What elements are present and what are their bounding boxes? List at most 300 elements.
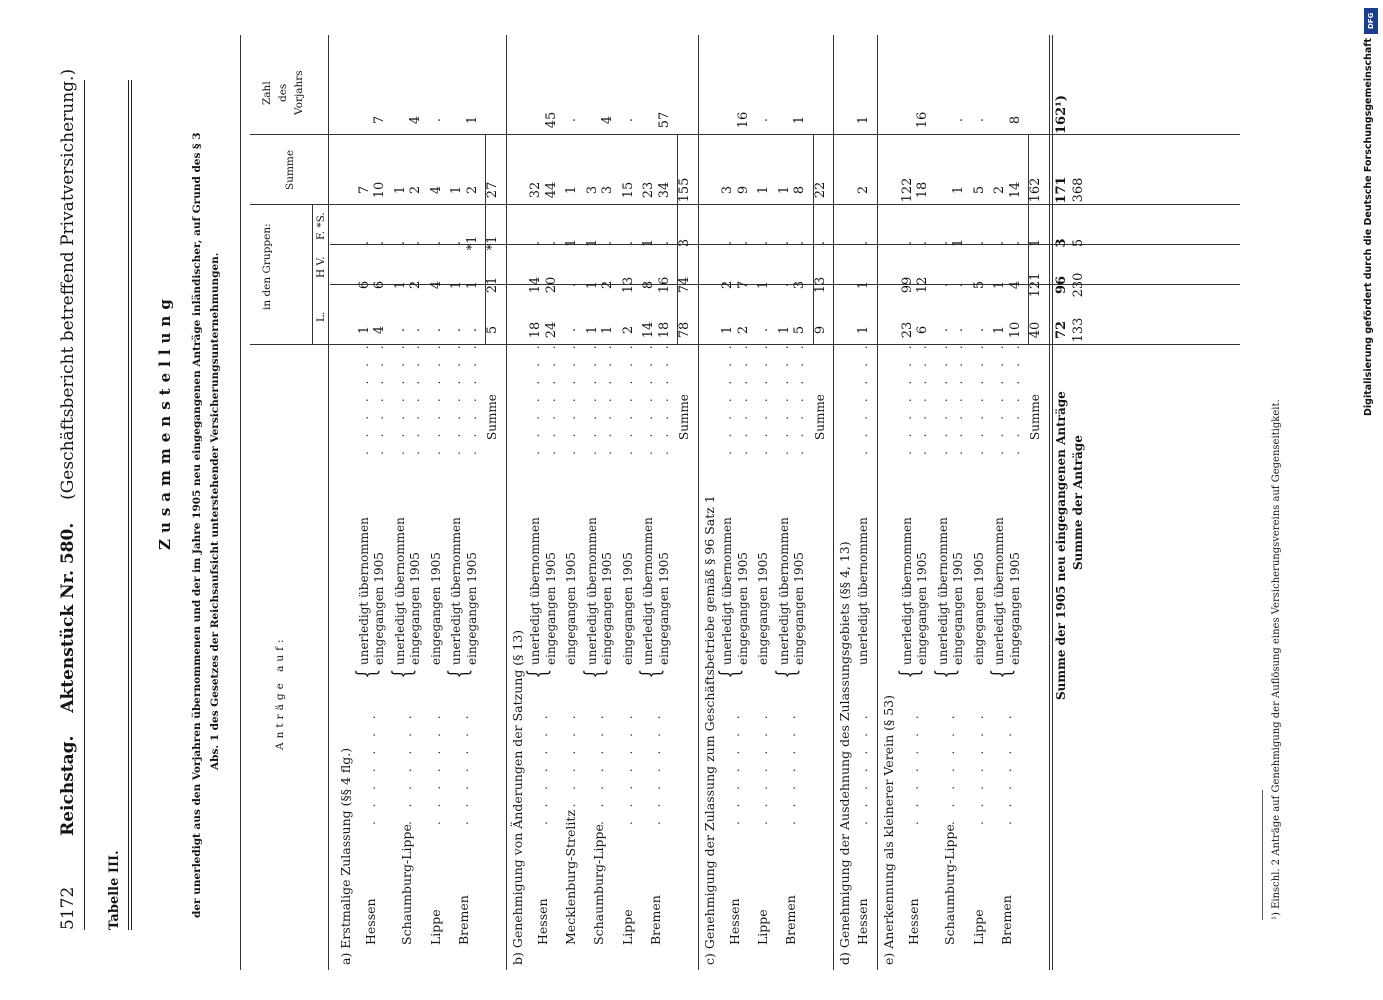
row-description: eingegangen 1905 (735, 552, 750, 665)
summe-label: Summe (677, 394, 691, 440)
state-name: Hessen (854, 898, 870, 945)
cell-value: 1 (584, 325, 600, 335)
cell-value: . (600, 240, 615, 246)
cell-value: 1 (855, 280, 871, 290)
state-name: Hessen (534, 898, 550, 945)
row-description: eingegangen 1905 (971, 552, 986, 665)
row-description: eingegangen 1905 (564, 552, 578, 665)
cell-value: 9 (735, 185, 751, 195)
state-name: Lippe (619, 909, 635, 945)
cell-value: 3 (600, 185, 615, 195)
cell-value: 1 (951, 238, 966, 248)
cell-value: 6 (356, 280, 372, 290)
leader-dots: . . . . . . . (999, 710, 1014, 825)
col-header-HV: H V. (315, 256, 327, 278)
dfg-sidebar (1363, 8, 1379, 998)
row-description: eingegangen 1905 (756, 552, 770, 665)
totals-value: 230 (1071, 272, 1086, 298)
cell-value: 1 (720, 325, 735, 335)
cell-value: . (951, 327, 966, 333)
cell-value: . (735, 240, 751, 246)
cell-value: 34 (656, 181, 672, 199)
cell-value: 8 (1007, 115, 1023, 125)
table-label: Tabelle III. (107, 850, 122, 930)
cell-value: 16 (656, 276, 672, 294)
row-brace: { (351, 668, 382, 679)
cell-value: . (935, 240, 951, 246)
row-brace: { (579, 668, 610, 679)
cell-value: 1 (464, 280, 480, 290)
leader-dots: . . . . . . . (428, 340, 443, 455)
summe-label: Summe (1028, 394, 1042, 440)
cell-value: . (776, 282, 792, 288)
cell-value: . (428, 117, 444, 123)
cell-value: . (792, 240, 807, 246)
col-header-summe: Summe (284, 149, 296, 190)
totals-value: 133 (1071, 317, 1086, 343)
cell-value: 13 (620, 276, 636, 294)
row-description: eingegangen 1905 (656, 552, 671, 665)
cell-value: 18 (915, 181, 930, 199)
section-heading: e) Anerkennung als kleinerer Verein (§ 53) (881, 695, 896, 965)
cell-value: 122 (899, 177, 915, 203)
row-brace: { (930, 668, 961, 679)
row-description: eingegangen 1905 (428, 552, 443, 665)
cell-value: . (1007, 240, 1023, 246)
col-header-vorjahr-3: Vorjahrs (293, 70, 305, 115)
row-brace: { (444, 668, 474, 679)
leader-dots: . . . . . . . (648, 710, 663, 825)
summe-label: Summe (485, 394, 499, 440)
cell-value: 23 (641, 181, 656, 199)
running-header (60, 69, 77, 930)
leader-dots: . . . . . . . (456, 710, 471, 825)
totals-value: 96 (1053, 275, 1069, 295)
leader-dots: . . . . . . . (971, 340, 986, 455)
summe-value: 13 (812, 276, 828, 294)
state-name: Schaumburg-Lippe (942, 824, 958, 945)
cell-value: 1 (641, 238, 656, 248)
row-description: unerledigt übernommen (855, 517, 870, 665)
cell-value: . (564, 282, 579, 288)
cell-value: 3 (792, 280, 807, 290)
dfg-logo: DFG (1364, 8, 1378, 34)
cell-value: . (392, 327, 408, 333)
leader-dots: . . . . . . . (392, 340, 407, 455)
top-rule (128, 80, 129, 930)
leader-dots: . . . . . . . (364, 710, 379, 825)
cell-value: . (656, 240, 672, 246)
cell-value: . (935, 282, 951, 288)
row-description: eingegangen 1905 (408, 552, 422, 665)
cell-value: 57 (656, 111, 672, 129)
summe-value: 78 (677, 321, 692, 339)
leader-dots: . . . . . . . (943, 710, 958, 825)
cell-value: . (620, 240, 636, 246)
cell-value: . (564, 117, 579, 123)
leader-dots: . . . . . . . (543, 340, 558, 455)
cell-value: . (971, 240, 987, 246)
totals-value: 3 (1053, 238, 1069, 248)
cell-value: 6 (372, 280, 387, 290)
cell-value: 2 (408, 185, 423, 195)
totals-value: 5 (1071, 238, 1086, 248)
cell-value: 6 (915, 325, 930, 335)
row-description: unerledigt übernommen (584, 517, 599, 665)
summe-value: . (812, 240, 828, 246)
row-description: unerledigt übernommen (449, 517, 463, 665)
cell-value: 7 (372, 115, 387, 125)
cell-value: 5 (792, 325, 807, 335)
totals-value: 171 (1053, 176, 1069, 204)
summe-value: 27 (485, 181, 500, 199)
cell-value: 18 (528, 321, 543, 339)
cell-value: . (564, 327, 579, 333)
row-description: eingegangen 1905 (915, 552, 929, 665)
cell-value: 16 (735, 111, 751, 129)
cell-value: 7 (356, 185, 372, 195)
top-rule-2 (131, 80, 132, 930)
leader-dots: . . . . . . . (564, 710, 578, 825)
leader-dots: . . . . . . . (620, 710, 635, 825)
cell-value: . (464, 327, 480, 333)
state-name: Schaumburg-Lippe (591, 824, 607, 945)
cell-value: 5 (971, 185, 987, 195)
cell-value: 2 (735, 325, 751, 335)
cell-value: 1 (584, 238, 600, 248)
cell-value: . (449, 240, 464, 246)
row-description: unerledigt übernommen (528, 517, 542, 665)
cell-value: 1 (776, 325, 792, 335)
cell-value: 4 (372, 325, 387, 335)
section-rule (1049, 35, 1050, 970)
cell-value: 1 (855, 325, 871, 335)
cell-value: 20 (543, 276, 559, 294)
totals-label: Summe der 1905 neu eingegangenen Anträge (1053, 391, 1068, 700)
intro-line-2: Abs. 1 des Gesetzes der Reichsaufsicht unterstehender Versicherungsunternehmungen. (209, 252, 221, 770)
cell-value: . (408, 327, 423, 333)
state-name: Bremen (455, 895, 471, 945)
header-left-title: Reichstag. (58, 735, 78, 836)
cell-value: 1 (792, 115, 807, 125)
cell-value: 12 (915, 276, 930, 294)
cell-value: . (855, 240, 871, 246)
cell-value: 3 (720, 185, 735, 195)
cell-value: . (971, 327, 987, 333)
footnote: ¹) Einschl. 2 Anträge auf Genehmigung der Auflösung eines Versicherungsvereins auf Gegenseitigkeit. (1271, 399, 1282, 920)
row-description: unerledigt übernommen (356, 517, 371, 665)
leader-dots: . . . . . . . (855, 710, 870, 825)
row-description: unerledigt übernommen (899, 517, 914, 665)
leader-dots: . . . . . . . (951, 340, 965, 455)
cell-value: . (951, 282, 966, 288)
cell-value: 10 (372, 181, 387, 199)
cell-value: 1 (776, 185, 792, 195)
cell-value: 14 (528, 276, 543, 294)
cell-value: 2 (464, 185, 480, 195)
leader-dots: . . . . . . . (907, 710, 922, 825)
leader-dots: . . . . . . . (756, 340, 770, 455)
cell-value: . (620, 117, 636, 123)
leader-dots: . . . . . . . (400, 710, 415, 825)
state-name: Bremen (647, 895, 663, 945)
cell-value: 1 (464, 115, 480, 125)
totals-value: 72 (1053, 320, 1069, 340)
cell-value: *1 (464, 235, 480, 251)
cell-value: 1 (584, 280, 600, 290)
summe-value: 1 (1028, 238, 1043, 248)
cell-value: . (720, 240, 735, 246)
cell-value: . (899, 240, 915, 246)
col-header-antraege: Anträge auf: (274, 635, 286, 750)
cell-value: 4 (600, 115, 615, 125)
cell-value: 1 (992, 325, 1007, 335)
leader-dots: . . . . . . . (408, 340, 422, 455)
cell-value: . (951, 117, 966, 123)
cell-value: 2 (600, 280, 615, 290)
leader-dots: . . . . . . . (528, 340, 542, 455)
col-header-vorjahr-2: des (277, 83, 289, 102)
totals-label: Summe der Anträge (1071, 435, 1085, 570)
row-description: eingegangen 1905 (372, 552, 386, 665)
row-description: eingegangen 1905 (543, 552, 558, 665)
col-sep-FS-S (250, 204, 1240, 205)
row-description: unerledigt übernommen (776, 517, 791, 665)
cell-value: . (356, 240, 372, 246)
leader-dots: . . . . . . . (600, 340, 614, 455)
cell-value: . (756, 117, 771, 123)
cell-value: 4 (428, 185, 444, 195)
state-name: Hessen (363, 898, 379, 945)
cell-value: . (392, 240, 408, 246)
cell-value: . (776, 240, 792, 246)
state-name: Mecklenburg-Strelitz (563, 809, 578, 945)
leader-dots: . . . . . . . (776, 340, 791, 455)
section-heading: a) Erstmalige Zulassung (§§ 4 flg.) (338, 747, 353, 965)
footnote-rule (1262, 790, 1263, 920)
cell-value: 2 (855, 185, 871, 195)
row-description: unerledigt übernommen (641, 517, 655, 665)
summe-value: 5 (485, 325, 500, 335)
leader-dots: . . . . . . . (1007, 340, 1022, 455)
header-doc-subject: (Geschäftsbericht betreffend Privatversicherung.) (58, 68, 78, 500)
row-brace: { (387, 668, 418, 679)
row-description: unerledigt übernommen (720, 517, 734, 665)
intro-line-1: der unerledigt aus den Vorjahren übernommenen und der im Jahre 1905 neu eingegangenen Anträge inländischer, auf Grund des § 3 (191, 132, 203, 918)
leader-dots: . . . . . . . (564, 340, 578, 455)
cell-value: 1 (756, 280, 771, 290)
cell-value: 4 (408, 115, 423, 125)
cell-value: . (935, 327, 951, 333)
row-description: eingegangen 1905 (464, 552, 479, 665)
cell-value: 5 (971, 280, 987, 290)
cell-value: 1 (449, 185, 464, 195)
row-brace: { (987, 668, 1017, 679)
cell-value: 1 (356, 325, 372, 335)
cell-value: 4 (428, 280, 444, 290)
leader-dots: . . . . . . . (356, 340, 371, 455)
leader-dots: . . . . . . . (971, 710, 986, 825)
cell-value: 1 (564, 238, 579, 248)
state-name: Lippe (970, 909, 986, 945)
table-top-rule (240, 35, 241, 970)
cell-value: . (428, 240, 444, 246)
cell-value: 2 (408, 280, 423, 290)
summe-value: 155 (677, 177, 692, 203)
summe-value: *1 (485, 235, 500, 251)
cell-value: . (449, 327, 464, 333)
col-sep-S-V (250, 134, 1240, 135)
summe-value: 74 (677, 276, 692, 294)
cell-value: 1 (992, 280, 1007, 290)
cell-value: 1 (756, 185, 771, 195)
col-header-gruppen: in den Gruppen: (261, 223, 273, 310)
document-title: Zusammenstellung (156, 293, 174, 550)
section-rule (506, 35, 507, 970)
leader-dots: . . . . . . . (792, 340, 806, 455)
row-brace: { (715, 668, 745, 679)
cell-value: 14 (641, 321, 656, 339)
leader-dots: . . . . . . . (656, 340, 671, 455)
row-description: unerledigt übernommen (992, 517, 1006, 665)
cell-value: 18 (656, 321, 672, 339)
row-brace: { (523, 668, 553, 679)
cell-value: . (915, 240, 930, 246)
leader-dots: . . . . . . . (784, 710, 799, 825)
state-name: Lippe (427, 909, 443, 945)
summe-value: 21 (485, 276, 500, 294)
summe-value: 3 (677, 238, 692, 248)
cell-value: . (971, 117, 987, 123)
leader-dots: . . . . . . . (620, 340, 635, 455)
leader-dots: . . . . . . . (720, 340, 734, 455)
leader-dots: . . . . . . . (641, 340, 655, 455)
leader-dots: . . . . . . . (449, 340, 463, 455)
cell-value: 45 (543, 111, 559, 129)
leader-dots: . . . . . . . (855, 340, 870, 455)
leader-dots: . . . . . . . (756, 710, 770, 825)
summe-value: 121 (1028, 272, 1043, 298)
header-doc-ref: Aktenstück Nr. 580. (58, 522, 78, 713)
summe-value: 22 (812, 181, 828, 199)
leader-dots: . . . . . . . (592, 710, 607, 825)
leader-dots: . . . . . . . (735, 340, 750, 455)
cell-value: 1 (449, 280, 464, 290)
cell-value: 44 (543, 181, 559, 199)
leader-dots: . . . . . . . (464, 340, 479, 455)
col-header-FS: F. *S. (315, 212, 327, 240)
cell-value: 4 (1007, 280, 1023, 290)
row-description: eingegangen 1905 (792, 552, 806, 665)
cell-value: 3 (584, 185, 600, 195)
row-description: eingegangen 1905 (1007, 552, 1022, 665)
leader-dots: . . . . . . . (935, 340, 950, 455)
header-bottom-rule (328, 35, 329, 970)
row-brace: { (636, 668, 666, 679)
cell-value: . (543, 240, 559, 246)
cell-value: . (992, 240, 1007, 246)
gruppen-under-rule (312, 205, 313, 345)
section-heading: d) Genehmigung der Ausdehnung des Zulassungsgebiets (§§ 4, 13) (837, 541, 852, 965)
cell-value: 14 (1007, 181, 1023, 199)
row-description: unerledigt übernommen (392, 517, 407, 665)
cell-value: 1 (564, 185, 579, 195)
section-rule (877, 35, 878, 970)
cell-value: . (408, 240, 423, 246)
cell-value: 2 (992, 185, 1007, 195)
state-name: Hessen (726, 898, 742, 945)
leader-dots: . . . . . . . (992, 340, 1006, 455)
cell-value: 1 (600, 325, 615, 335)
leader-dots: . . . . . . . (428, 710, 443, 825)
col-header-vorjahr-1: Zahl (261, 81, 273, 105)
row-description: eingegangen 1905 (600, 552, 614, 665)
state-name: Schaumburg-Lippe (399, 824, 415, 945)
section-heading: c) Genehmigung der Zulassung zum Geschäftsbetriebe gemäß § 96 Satz 1 (701, 495, 717, 965)
cell-value: . (372, 240, 387, 246)
row-description: eingegangen 1905 (620, 552, 635, 665)
section-rule (698, 35, 699, 970)
cell-value: . (428, 327, 444, 333)
header-rule (84, 80, 85, 930)
cell-value: 1 (392, 185, 408, 195)
cell-value: . (756, 327, 771, 333)
summe-value: 162 (1028, 177, 1043, 203)
cell-value: 8 (792, 185, 807, 195)
leader-dots: . . . . . . . (899, 340, 914, 455)
state-name: Hessen (906, 898, 922, 945)
cell-value: 15 (620, 181, 636, 199)
cell-value: 1 (392, 280, 408, 290)
row-brace: { (771, 668, 802, 679)
state-name: Bremen (783, 895, 799, 945)
cell-value: 2 (620, 325, 636, 335)
leader-dots: . . . . . . . (915, 340, 929, 455)
dfg-credit-text: Digitalisierung gefördert durch die Deutsche Forschungsgemeinschaft (1363, 38, 1374, 416)
cell-value: 2 (720, 280, 735, 290)
summe-label: Summe (812, 394, 827, 440)
totals-value: 368 (1071, 177, 1086, 203)
state-name: Bremen (998, 895, 1014, 945)
section-heading: b) Genehmigung von Änderungen der Satzung (§ 13) (509, 629, 525, 965)
row-description: unerledigt übernommen (935, 517, 950, 665)
section-rule (833, 35, 834, 970)
cell-value: 24 (543, 321, 559, 339)
row-brace: { (894, 668, 925, 679)
totals-value: 162¹) (1053, 95, 1069, 134)
leader-dots: . . . . . . . (372, 340, 386, 455)
cell-value: . (756, 240, 771, 246)
cell-value: 10 (1007, 321, 1023, 339)
cell-value: 32 (528, 181, 543, 199)
cell-value: 1 (951, 185, 966, 195)
cell-value: 16 (915, 111, 930, 129)
page-number: 5172 (58, 886, 78, 930)
row-description: eingegangen 1905 (951, 552, 965, 665)
cell-value: 1 (855, 115, 871, 125)
cell-value: 23 (899, 321, 915, 339)
state-name: Lippe (755, 909, 770, 945)
col-header-L: L. (315, 311, 327, 322)
summe-value: 9 (812, 325, 828, 335)
cell-value: 99 (899, 276, 915, 294)
summe-value: 40 (1028, 321, 1043, 339)
totals-rule-2 (1052, 35, 1053, 970)
cell-value: 8 (641, 280, 656, 290)
leader-dots: . . . . . . . (584, 340, 599, 455)
cell-value: 7 (735, 280, 751, 290)
leader-dots: . . . . . . . (535, 710, 550, 825)
